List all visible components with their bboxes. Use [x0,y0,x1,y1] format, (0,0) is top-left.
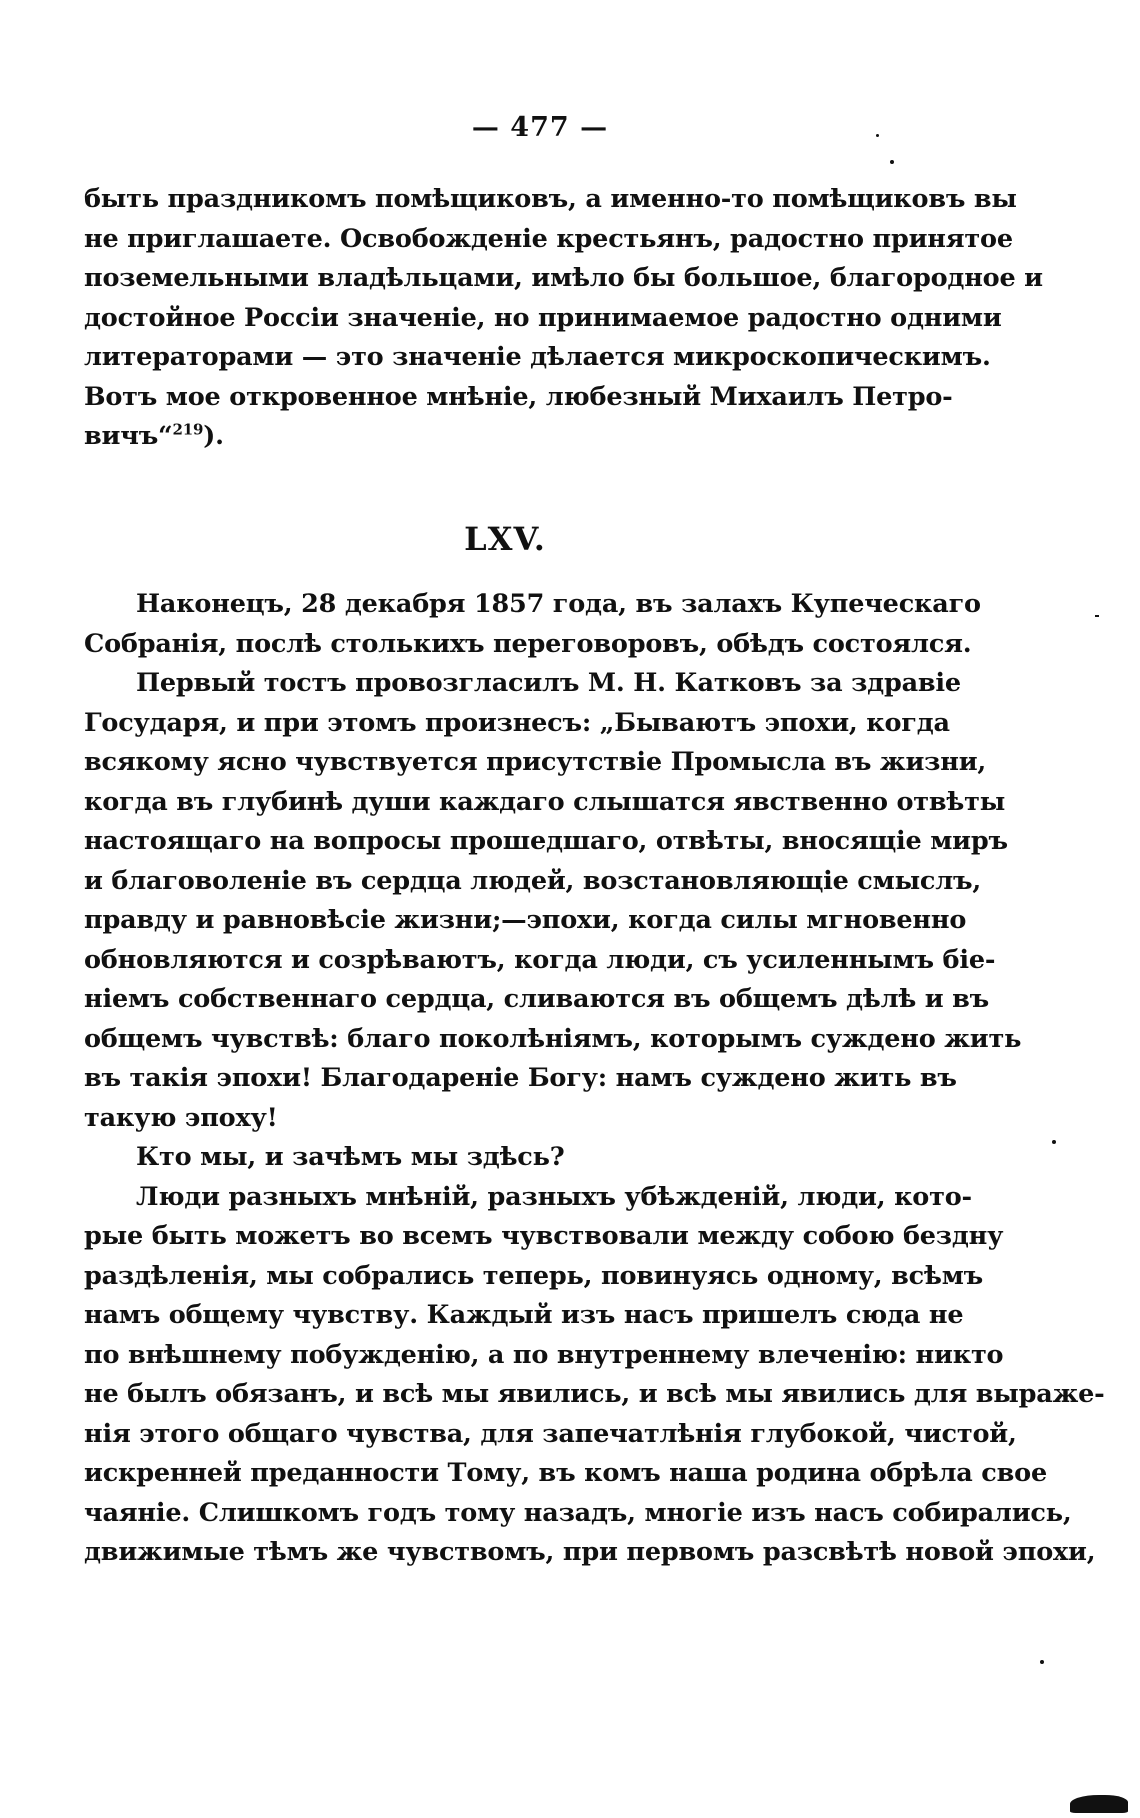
text-line: ніемъ собственнаго сердца, сливаются въ общемъ дѣлѣ и въ [84,984,990,1014]
text-line: рые быть можетъ во всемъ чувствовали между собою бездну [84,1221,1004,1251]
footnote-reference: 219 [172,420,204,439]
section-body [84,585,1105,1573]
scan-speck [1052,1140,1056,1144]
text-fragment: вичъ“ [84,421,173,451]
text-line: поземельными владѣльцами, имѣло бы большое, благородное и [84,263,1043,293]
text-line: быть праздникомъ помѣщиковъ, а именно-то помѣщиковъ вы [84,184,1017,214]
text-line: и благоволеніе въ сердца людей, возстановляющіе смыслъ, [84,865,982,896]
text-line: Собранія, послѣ столькихъ переговоровъ, обѣдъ состоялся. [84,628,972,659]
text-line: правду и равновѣсіе жизни;—эпохи, когда силы мгновенно [84,905,967,935]
text-line: искренней преданности Тому, въ комъ наша родина обрѣла свое [84,1458,1047,1488]
text-line: Кто мы, и зачѣмъ мы здѣсь? [136,1142,565,1172]
text-line: достойное Россіи значеніе, но принимаемое радостно одними [84,302,1002,333]
text-line: намъ общему чувству. Каждый изъ насъ пришелъ сюда не [84,1300,964,1330]
text-line: Наконецъ, 28 декабря 1857 года, въ залахъ Купеческаго [136,589,981,619]
text-line: не приглашаете. Освобожденіе крестьянъ, радостно принятое [84,223,1013,254]
text-line: движимые тѣмъ же чувствомъ, при первомъ разсвѣтѣ новой эпохи, [84,1537,1096,1567]
text-line: общемъ чувствѣ: благо поколѣніямъ, которымъ суждено жить [84,1023,1022,1054]
text-line: когда въ глубинѣ души каждаго слышатся явственно отвѣты [84,786,1006,817]
text-line: Вотъ мое откровенное мнѣніе, любезный Михаилъ Петро- [84,381,953,412]
section-heading: LXV. [464,520,546,558]
text-line: такую эпоху! [84,1102,278,1133]
text-line [84,417,929,457]
text-line: настоящаго на вопросы прошедшаго, отвѣты, вносящіе миръ [84,826,1008,856]
text-fragment: ). [203,421,224,451]
scan-speck [876,134,879,137]
text-line: по внѣшнему побужденію, а по внутреннему влеченію: никто [84,1339,1004,1370]
text-line: раздѣленія, мы собрались теперь, повинуясь одному, всѣмъ [84,1260,984,1291]
continuation-paragraph [84,180,1043,457]
text-line: литераторами — это значеніе дѣлается микроскопическимъ. [84,342,991,372]
scan-speck [1040,1660,1044,1664]
text-line: обновляются и созрѣваютъ, когда люди, съ усиленнымъ біе- [84,944,996,975]
text-line: всякому ясно чувствуется присутствіе Промысла въ жизни, [84,747,987,777]
text-line: въ такія эпохи! Благодареніе Богу: намъ суждено жить въ [84,1063,957,1093]
text-line: Государя, и при этомъ произнесъ: „Бываютъ эпохи, когда [84,707,950,738]
text-line: Люди разныхъ мнѣній, разныхъ убѣжденій, люди, кото- [136,1181,972,1212]
text-line: не былъ обязанъ, и всѣ мы явились, и всѣ мы явились для выраже- [84,1379,1105,1409]
scan-speck [890,160,894,164]
text-line: чаяніе. Слишкомъ годъ тому назадъ, многіе изъ насъ собирались, [84,1497,1072,1528]
text-line: нія этого общаго чувства, для запечатлѣнія глубокой, чистой, [84,1418,1017,1449]
text-line: Первый тостъ провозгласилъ М. Н. Катковъ за здравіе [136,668,961,698]
ink-blot [1070,1795,1128,1813]
scan-speck [1095,615,1099,617]
page-number: — 477 — [471,112,609,143]
